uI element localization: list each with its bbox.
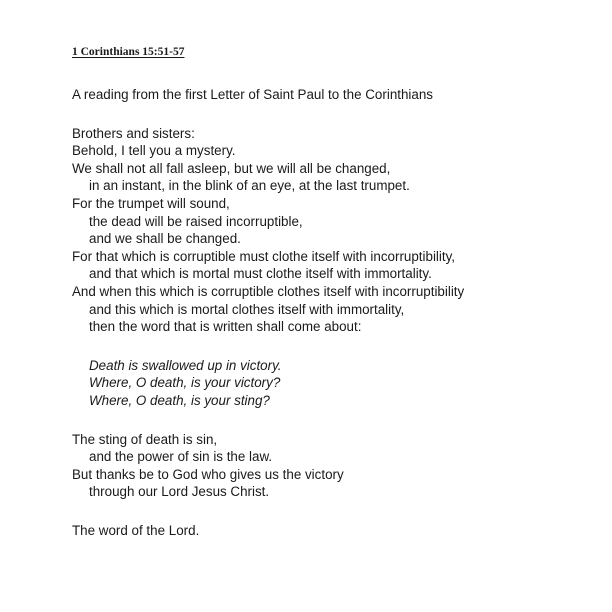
reading-stanza-1	[72, 125, 572, 336]
reading-introduction: A reading from the first Letter of Saint Paul to the Corinthians	[72, 87, 433, 102]
stanza-1-line: Brothers and sisters:	[72, 125, 195, 141]
quotation-line: Death is swallowed up in victory.	[89, 357, 282, 373]
stanza-1-line: For that which is corruptible must clothe itself with incorruptibility,	[72, 248, 456, 264]
stanza-3-line: through our Lord Jesus Christ.	[89, 484, 270, 500]
stanza-1-line: For the trumpet will sound,	[72, 195, 230, 211]
reading-stanza-3	[72, 431, 572, 501]
stanza-1-line: the dead will be raised incorruptible,	[89, 213, 303, 229]
stanza-1-line: then the word that is written shall come about:	[89, 319, 362, 335]
reading-closing: The word of the Lord.	[72, 522, 200, 538]
reading-page	[72, 44, 572, 539]
stanza-1-line: and this which is mortal clothes itself with immortality,	[89, 301, 405, 317]
stanza-1-line: Behold, I tell you a mystery.	[72, 143, 236, 159]
reading-citation: 1 Corinthians 15:51-57	[72, 46, 185, 58]
stanza-3-line: and the power of sin is the law.	[89, 449, 273, 465]
stanza-1-line: and that which is mortal must clothe itself with immortality.	[89, 266, 432, 282]
quotation-line: Where, O death, is your sting?	[89, 392, 270, 408]
stanza-1-line: We shall not all fall asleep, but we will all be changed,	[72, 160, 391, 176]
stanza-1-line: in an instant, in the blink of an eye, at the last trumpet.	[89, 178, 410, 194]
stanza-1-line: And when this which is corruptible clothes itself with incorruptibility	[72, 283, 465, 299]
quotation-line: Where, O death, is your victory?	[89, 375, 281, 391]
stanza-3-line: The sting of death is sin,	[72, 431, 218, 447]
stanza-3-line: But thanks be to God who gives us the victory	[72, 466, 344, 482]
stanza-1-line: and we shall be changed.	[89, 231, 241, 247]
reading-quotation-stanza	[72, 357, 572, 410]
